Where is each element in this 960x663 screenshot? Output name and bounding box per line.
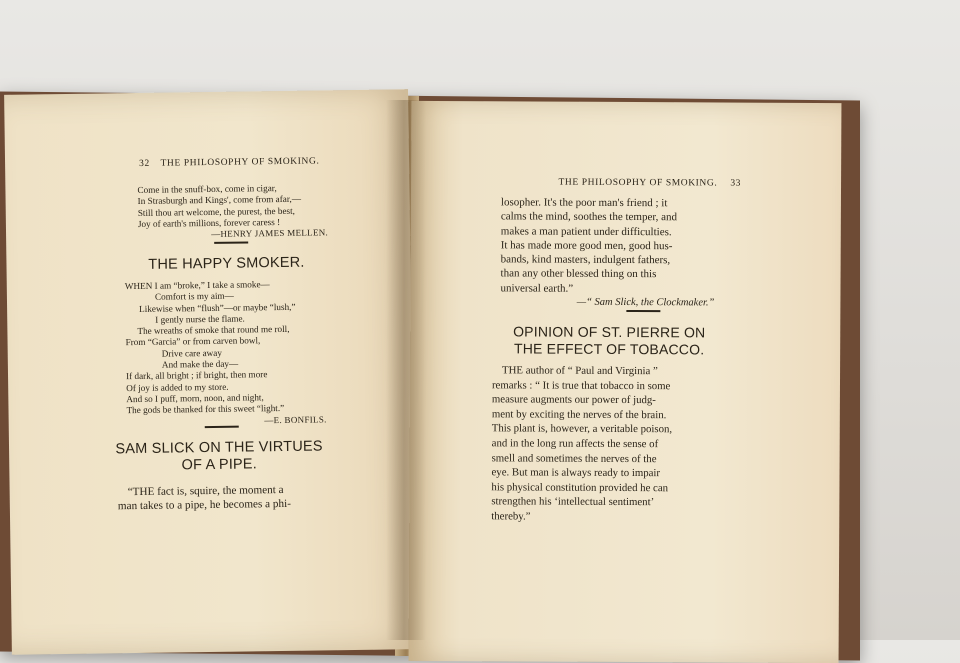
prose-line: bands, kind masters, indulgent fathers, bbox=[500, 253, 671, 267]
heading-line: OF A PIPE. bbox=[181, 456, 258, 474]
prose-line: strengthen his ‘intellectual sentiment’ bbox=[491, 495, 655, 509]
poem-attribution: —HENRY JAMES MELLEN. bbox=[211, 227, 329, 240]
poem-line: If dark, all bright ; if bright, then more bbox=[125, 369, 268, 382]
heading-line: SAM SLICK ON THE VIRTUES bbox=[115, 438, 323, 458]
prose-line: smell and sometimes the nerves of the bbox=[491, 451, 657, 465]
poem-attribution: —E. BONFILS. bbox=[264, 413, 327, 425]
prose-line: This plant is, however, a veritable poison, bbox=[491, 422, 673, 436]
heading-line: THE EFFECT OF TOBACCO. bbox=[513, 340, 705, 358]
poem-line: And so I puff, morn, noon, and night, bbox=[126, 392, 264, 405]
heading-sam-slick bbox=[105, 438, 333, 475]
left-prose bbox=[118, 483, 318, 514]
poem-line: Come in the snuff-box, come in cigar, bbox=[137, 183, 277, 195]
prose-line: “THE fact is, squire, the moment a bbox=[127, 483, 284, 499]
prose-line: makes a man patient under difficulties. bbox=[500, 224, 672, 238]
prose-line: eye. But man is always ready to impair bbox=[491, 466, 661, 480]
poem-line: Drive care away bbox=[161, 347, 223, 359]
left-running-title: THE PHILOSOPHY OF SMOKING. bbox=[160, 156, 320, 169]
opening-poem bbox=[137, 182, 328, 241]
poem-line: Still thou art welcome, the purest, the best, bbox=[137, 205, 296, 218]
prose-line: man takes to a pipe, he becomes a phi- bbox=[117, 498, 291, 513]
prose-line: losopher. It's the poor man's friend ; it bbox=[500, 196, 668, 210]
heading-happy-smoker: THE HAPPY SMOKER. bbox=[148, 254, 305, 273]
poem-line: WHEN I am “broke,” I take a smoke— bbox=[124, 279, 270, 292]
prose-line: calms the mind, soothes the temper, and bbox=[500, 210, 678, 224]
prose-line: his physical constitution provided he can bbox=[491, 481, 669, 494]
prose-line: and in the long run affects the sense of bbox=[491, 437, 659, 451]
prose-line: universal earth.” bbox=[500, 282, 574, 295]
right-page-number: 33 bbox=[730, 178, 742, 189]
right-running-head bbox=[531, 178, 741, 189]
poem-line: Likewise when “flush”—or maybe “lush,” bbox=[139, 301, 296, 314]
happy-smoker-poem bbox=[125, 278, 327, 428]
left-page bbox=[4, 89, 416, 655]
prose-line: ment by exciting the nerves of the brain. bbox=[491, 408, 667, 421]
prose-line: than any other blessed thing on this bbox=[500, 267, 657, 281]
prose-attribution: —“ Sam Slick, the Clockmaker.” bbox=[576, 296, 715, 309]
heading-line: OPINION OF ST. PIERRE ON bbox=[513, 323, 706, 341]
poem-line: In Strasburgh and Kings', come from afar,— bbox=[137, 194, 302, 207]
section-rule bbox=[214, 241, 248, 243]
poem-line: I gently nurse the flame. bbox=[155, 313, 245, 325]
right-page bbox=[409, 101, 842, 663]
prose-line: measure augments our power of judg- bbox=[491, 393, 656, 407]
poem-line: Of joy is added to my store. bbox=[126, 381, 229, 393]
poem-line: The wreaths of smoke that round me roll, bbox=[137, 324, 290, 337]
section-rule bbox=[205, 426, 239, 428]
right-prose-2 bbox=[491, 363, 728, 525]
left-page-number: 32 bbox=[139, 158, 150, 169]
poem-line: From “Garcia” or from carven bowl, bbox=[125, 335, 261, 348]
poem-line: Joy of earth's millions, forever caress ! bbox=[137, 216, 281, 229]
prose-line: remarks : “ It is true that tobacco in some bbox=[491, 378, 671, 392]
prose-line: It has made more good men, good hus- bbox=[500, 239, 673, 253]
prose-line: THE author of “ Paul and Virginia ” bbox=[502, 364, 658, 378]
poem-line: The gods be thanked for this sweet “light.” bbox=[126, 403, 285, 416]
right-prose-1 bbox=[500, 195, 715, 310]
section-rule bbox=[626, 310, 660, 312]
heading-st-pierre bbox=[486, 323, 732, 358]
poem-line: And make the day— bbox=[161, 358, 239, 370]
poem-line: Comfort is my aim— bbox=[154, 290, 234, 303]
prose-line: thereby.” bbox=[491, 510, 531, 523]
left-running-head bbox=[139, 156, 320, 169]
right-running-title: THE PHILOSOPHY OF SMOKING. bbox=[558, 177, 718, 189]
